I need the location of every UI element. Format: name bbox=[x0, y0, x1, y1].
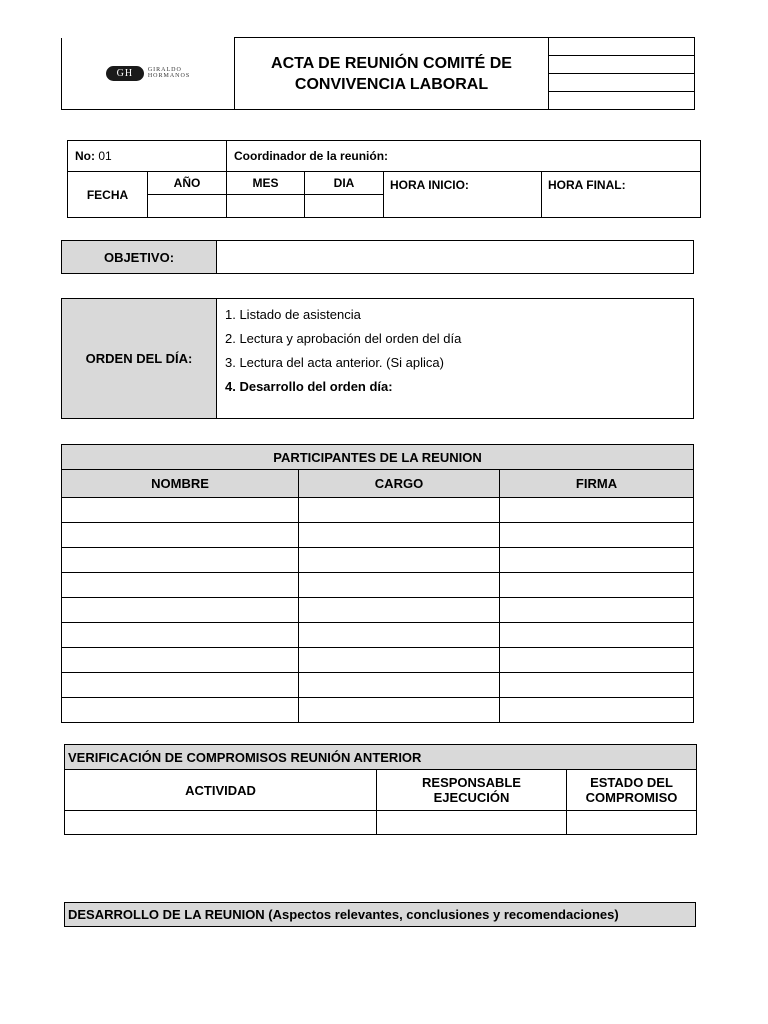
firma-cell[interactable] bbox=[500, 648, 694, 673]
table-row bbox=[62, 698, 694, 723]
actividad-cell[interactable] bbox=[65, 811, 377, 835]
cargo-cell[interactable] bbox=[299, 523, 500, 548]
cargo-cell[interactable] bbox=[299, 498, 500, 523]
orden-item-4: 4. Desarrollo del orden día: bbox=[225, 379, 393, 394]
nombre-cell[interactable] bbox=[62, 573, 299, 598]
nombre-cell[interactable] bbox=[62, 548, 299, 573]
firma-cell[interactable] bbox=[500, 523, 694, 548]
orden-item-2: 2. Lectura y aprobación del orden del día bbox=[225, 331, 462, 346]
desarrollo-table bbox=[64, 902, 696, 927]
table-row bbox=[62, 598, 694, 623]
firma-cell[interactable] bbox=[500, 673, 694, 698]
logo-mark: GH bbox=[106, 66, 144, 81]
no-value: 01 bbox=[98, 149, 112, 163]
logo-line-2: HORMANOS bbox=[147, 73, 191, 80]
orden-item-1: 1. Listado de asistencia bbox=[225, 307, 361, 322]
hora-final-label: HORA FINAL: bbox=[542, 172, 701, 218]
orden-list[interactable] bbox=[217, 299, 694, 419]
orden-del-dia-table bbox=[61, 298, 694, 419]
dia-label: DIA bbox=[305, 172, 384, 195]
document-title bbox=[235, 38, 549, 110]
cargo-cell[interactable] bbox=[299, 548, 500, 573]
objetivo-label: OBJETIVO: bbox=[62, 241, 217, 274]
title-line-1: ACTA DE REUNIÓN COMITÉ DE bbox=[271, 54, 512, 72]
dia-field[interactable] bbox=[305, 195, 384, 218]
col-responsable-line-1: RESPONSABLE bbox=[422, 775, 521, 790]
nombre-cell[interactable] bbox=[62, 673, 299, 698]
ano-label: AÑO bbox=[148, 172, 227, 195]
company-logo bbox=[62, 66, 234, 81]
col-estado-line-1: ESTADO DEL bbox=[590, 775, 673, 790]
cargo-cell[interactable] bbox=[299, 573, 500, 598]
desarrollo-title: DESARROLLO DE LA REUNION (Aspectos relevantes, conclusiones y recomendaciones) bbox=[65, 903, 696, 927]
fecha-label: FECHA bbox=[68, 172, 148, 218]
nombre-cell[interactable] bbox=[62, 498, 299, 523]
estado-cell[interactable] bbox=[567, 811, 697, 835]
participantes-title: PARTICIPANTES DE LA REUNION bbox=[62, 445, 694, 470]
table-row bbox=[62, 523, 694, 548]
mes-label: MES bbox=[227, 172, 305, 195]
cargo-cell[interactable] bbox=[299, 623, 500, 648]
verificacion-title: VERIFICACIÓN DE COMPROMISOS REUNIÓN ANTERIOR bbox=[65, 745, 697, 770]
no-label: No: bbox=[75, 149, 95, 163]
responsable-cell[interactable] bbox=[377, 811, 567, 835]
table-row bbox=[62, 648, 694, 673]
table-row bbox=[62, 548, 694, 573]
nombre-cell[interactable] bbox=[62, 698, 299, 723]
firma-cell[interactable] bbox=[500, 623, 694, 648]
objetivo-field[interactable] bbox=[217, 241, 694, 274]
page-cell[interactable] bbox=[549, 92, 695, 110]
col-responsable bbox=[377, 770, 567, 811]
col-nombre: NOMBRE bbox=[62, 470, 299, 498]
date-cell[interactable] bbox=[549, 74, 695, 92]
cargo-cell[interactable] bbox=[299, 648, 500, 673]
title-line-2: CONVIVENCIA LABORAL bbox=[294, 75, 489, 93]
col-estado bbox=[567, 770, 697, 811]
version-cell[interactable] bbox=[549, 56, 695, 74]
table-row bbox=[62, 498, 694, 523]
meeting-info-table bbox=[67, 140, 701, 218]
header-table bbox=[61, 37, 695, 110]
firma-cell[interactable] bbox=[500, 498, 694, 523]
cargo-cell[interactable] bbox=[299, 673, 500, 698]
col-actividad: ACTIVIDAD bbox=[65, 770, 377, 811]
nombre-cell[interactable] bbox=[62, 598, 299, 623]
col-firma: FIRMA bbox=[500, 470, 694, 498]
col-cargo: CARGO bbox=[299, 470, 500, 498]
firma-cell[interactable] bbox=[500, 573, 694, 598]
orden-item-3: 3. Lectura del acta anterior. (Si aplica) bbox=[225, 355, 444, 370]
table-row bbox=[65, 811, 697, 835]
nombre-cell[interactable] bbox=[62, 523, 299, 548]
nombre-cell[interactable] bbox=[62, 623, 299, 648]
objetivo-table bbox=[61, 240, 694, 274]
table-row bbox=[62, 623, 694, 648]
firma-cell[interactable] bbox=[500, 598, 694, 623]
firma-cell[interactable] bbox=[500, 548, 694, 573]
logo-cell bbox=[62, 38, 235, 110]
hora-inicio-label: HORA INICIO: bbox=[384, 172, 542, 218]
coordinador-label: Coordinador de la reunión: bbox=[227, 141, 701, 172]
verificacion-table bbox=[64, 744, 697, 835]
table-row bbox=[62, 573, 694, 598]
participantes-table bbox=[61, 444, 694, 723]
mes-field[interactable] bbox=[227, 195, 305, 218]
code-cell[interactable] bbox=[549, 38, 695, 56]
col-estado-line-2: COMPROMISO bbox=[585, 790, 678, 805]
ano-field[interactable] bbox=[148, 195, 227, 218]
no-cell[interactable] bbox=[68, 141, 227, 172]
table-row bbox=[62, 673, 694, 698]
logo-line-1: GIRALDO bbox=[147, 67, 182, 74]
cargo-cell[interactable] bbox=[299, 698, 500, 723]
cargo-cell[interactable] bbox=[299, 598, 500, 623]
nombre-cell[interactable] bbox=[62, 648, 299, 673]
firma-cell[interactable] bbox=[500, 698, 694, 723]
col-responsable-line-2: EJECUCIÓN bbox=[433, 790, 510, 805]
orden-label: ORDEN DEL DÍA: bbox=[62, 299, 217, 419]
